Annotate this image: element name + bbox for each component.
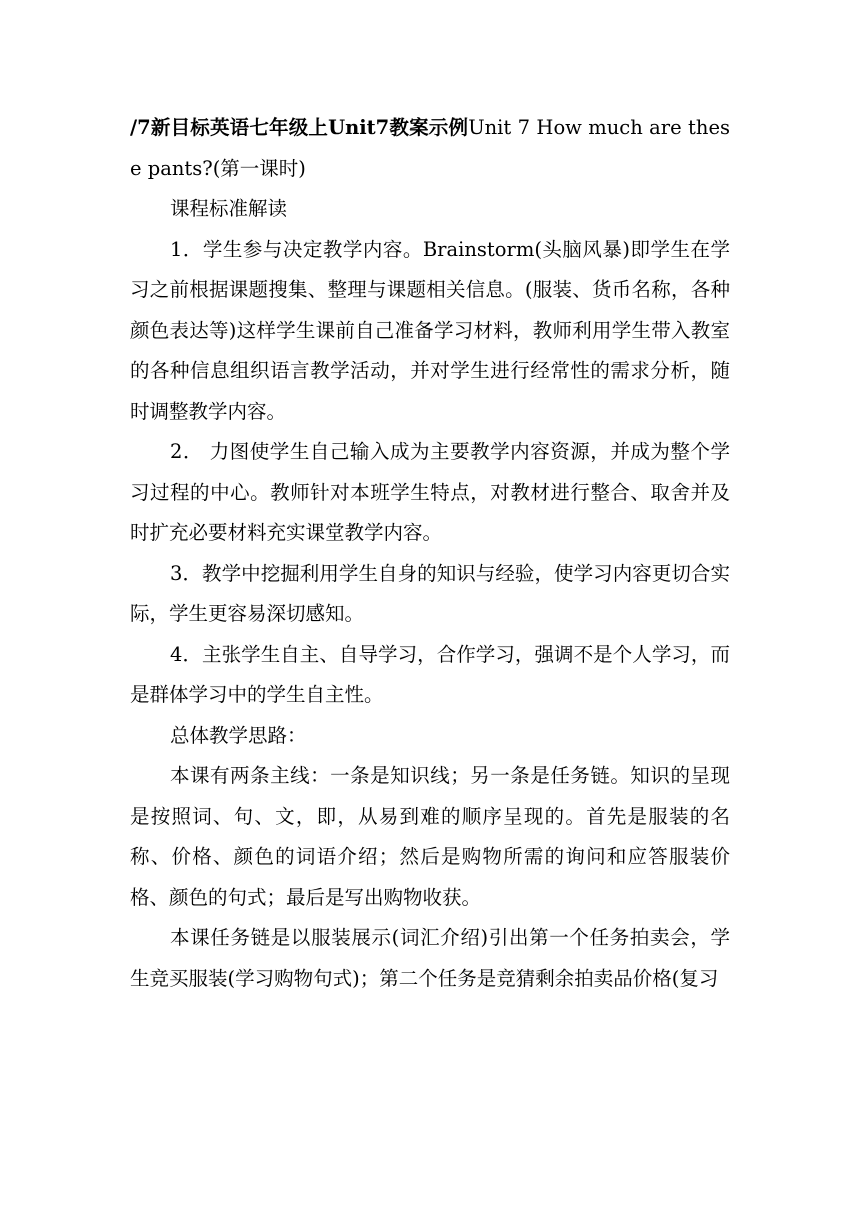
standards-paragraph-1: 1．学生参与决定教学内容。Brainstorm(头脑风暴)即学生在学习之前根据课题搜集、整理与课题相关信息。(服装、货币名称，各种颜色表达等)这样学生课前自己准备学习材料，教师利用学生带入教室的各种信息组织语言教学活动，并对学生进行经常性的需求分析，随时调整教学内容。 [130, 237, 730, 423]
document-page [130, 108, 730, 999]
heading-curriculum-standards: 课程标准解读 [170, 197, 288, 220]
approach-paragraph-2: 本课任务链是以服装展示(词汇介绍)引出第一个任务拍卖会，学生竞买服装(学习购物句式)；第二个任务是竞猜剩余拍卖品价格(复习 [130, 926, 730, 990]
approach-paragraph-1: 本课有两条主线：一条是知识线；另一条是任务链。知识的呈现是按照词、句、文，即，从易到难的顺序呈现的。首先是服装的名称、价格、颜色的词语介绍；然后是购物所需的询问和应答服装价格、颜色的句式；最后是写出购物收获。 [130, 764, 730, 909]
standards-paragraph-4: 4．主张学生自主、自导学习，合作学习，强调不是个人学习，而是群体学习中的学生自主性。 [130, 642, 730, 706]
document-title-rest: Unit 7 How much are these pants?(第一课时) [130, 116, 730, 180]
standards-paragraph-2: 2． 力图使学生自己输入成为主要教学内容资源，并成为整个学习过程的中心。教师针对本班学生特点，对教材进行整合、取舍并及时扩充必要材料充实课堂教学内容。 [130, 440, 730, 544]
standards-paragraph-3: 3．教学中挖掘利用学生自身的知识与经验，使学习内容更切合实际，学生更容易深切感知。 [130, 561, 730, 625]
document-title-bold: /7新目标英语七年级上Unit7教案示例 [130, 116, 469, 139]
document-title [130, 108, 730, 189]
heading-teaching-approach: 总体教学思路： [170, 723, 307, 747]
